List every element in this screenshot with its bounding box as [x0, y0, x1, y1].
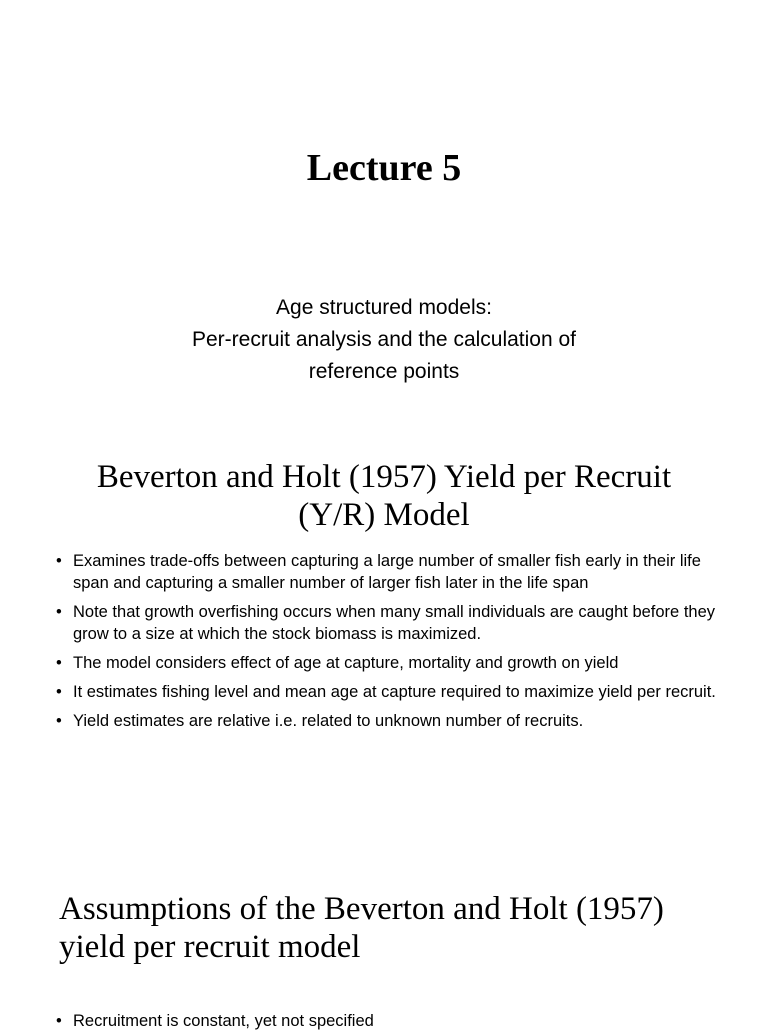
lecture-title: Lecture 5 [306, 147, 462, 189]
slide-assumptions [0, 880, 768, 1030]
bullet-list [56, 550, 720, 739]
bullet-text: The model considers effect of age at capture, mortality and growth on yield [73, 654, 619, 672]
slide-title [60, 458, 708, 534]
bullet-icon: • [56, 683, 62, 701]
bullet-icon: • [56, 603, 62, 621]
bullet-item [56, 550, 720, 594]
bullet-icon: • [56, 654, 62, 672]
bullet-icon: • [56, 1012, 62, 1030]
subtitle-line: Per-recruit analysis and the calculation of [191, 328, 577, 351]
bullet-item [56, 710, 720, 732]
slide-yield-per-recruit [0, 440, 768, 820]
slide-title [59, 890, 739, 966]
subtitle-line: reference points [308, 360, 460, 383]
bullet-item [56, 652, 720, 674]
bullet-list [56, 1010, 720, 1032]
title-line: Beverton and Holt (1957) Yield per Recruit [96, 459, 672, 495]
bullet-text: Note that growth overfishing occurs when many small individuals are caught before they grow to a size at which the stock biomass is maximized. [73, 603, 716, 643]
subtitle-line: Age structured models: [276, 296, 492, 319]
bullet-text: Yield estimates are relative i.e. related to unknown number of recruits. [73, 712, 584, 730]
slide-lecture-title [0, 0, 768, 440]
title-line: Assumptions of the Beverton and Holt (1957) [59, 891, 664, 927]
bullet-icon: • [56, 712, 62, 730]
bullet-text: Recruitment is constant, yet not specified [73, 1012, 374, 1030]
title-line: yield per recruit model [59, 929, 361, 965]
lecture-subtitle [84, 292, 684, 388]
bullet-item [56, 601, 720, 645]
bullet-text: Examines trade-offs between capturing a large number of smaller fish early in their life span and capturing a smaller number of larger fish later in the life span [73, 552, 701, 592]
bullet-item [56, 681, 720, 703]
bullet-item [56, 1010, 720, 1032]
bullet-text: It estimates fishing level and mean age at capture required to maximize yield per recruit. [73, 683, 716, 701]
title-line: (Y/R) Model [298, 497, 470, 533]
bullet-icon: • [56, 552, 62, 570]
